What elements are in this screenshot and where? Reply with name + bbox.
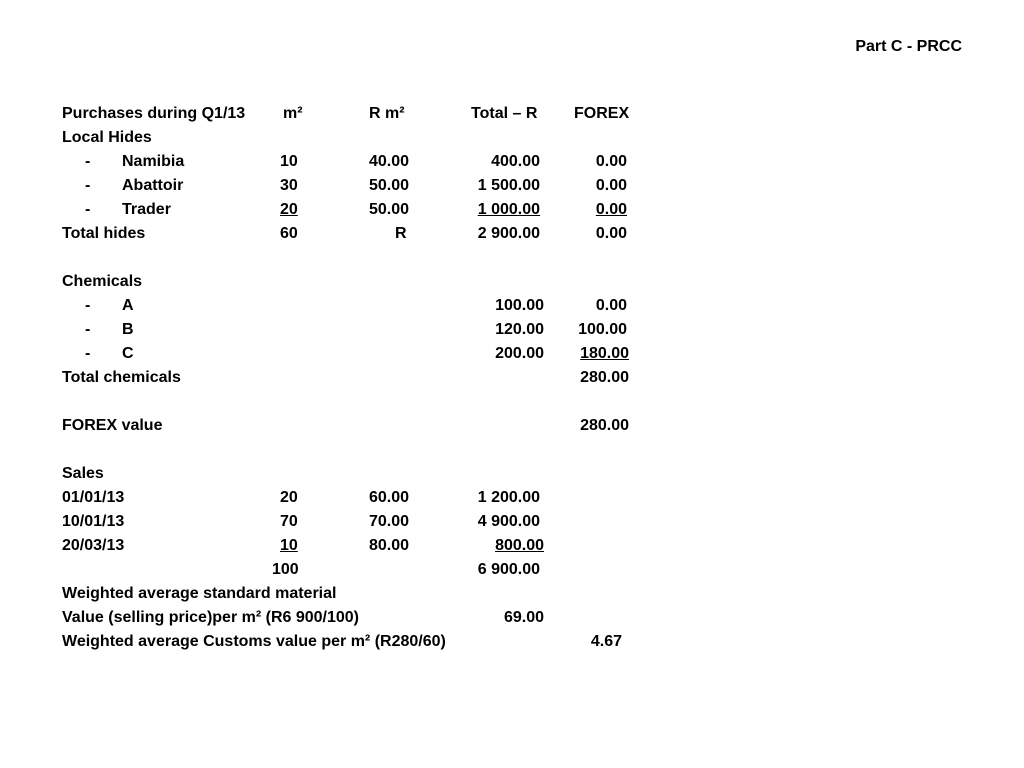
chemical-name: B [122,321,134,338]
sales-rate: 60.00 [369,489,410,506]
total-hides-m2: 60 [280,225,298,242]
hides-name: Namibia [122,153,185,170]
total-hides-forex: 0.00 [595,225,627,242]
chemical-forex: 180.00 [580,345,629,362]
forex-value-label: FOREX value [62,417,163,434]
local-hides-heading: Local Hides [62,129,152,146]
column-header-m2: m² [283,105,303,122]
hides-forex: 0.00 [595,153,627,170]
hides-rate: 50.00 [369,177,410,194]
sales-m2: 70 [280,513,298,530]
forex-value-amount: 280.00 [580,417,629,434]
hides-rate: 40.00 [369,153,410,170]
chemical-forex: 100.00 [578,321,627,338]
chemical-forex: 0.00 [595,297,627,314]
bullet: - [85,201,91,218]
total-chemicals-label: Total chemicals [62,369,181,386]
sales-date: 20/03/13 [62,537,125,554]
hides-total: 1 000.00 [477,201,540,218]
sales-date: 01/01/13 [62,489,125,506]
column-header-total: Total – R [471,105,538,122]
bullet: - [85,153,91,170]
weighted-average-line: Weighted average standard material [62,585,337,602]
chemical-total: 200.00 [495,345,544,362]
chemicals-heading: Chemicals [62,273,143,290]
chemical-name: C [122,345,134,362]
hides-total: 400.00 [491,153,540,170]
sales-total: 800.00 [495,537,544,554]
purchases-heading: Purchases during Q1/13 [62,105,246,122]
total-hides-total: 2 900.00 [477,225,540,242]
hides-m2: 30 [280,177,298,194]
bullet: - [85,297,91,314]
chemical-name: A [122,297,134,314]
chemical-total: 120.00 [495,321,544,338]
weighted-customs-label: Weighted average Customs value per m² (R280/60) [62,633,446,650]
weighted-customs-value: 4.67 [590,633,622,650]
bullet: - [85,345,91,362]
page-title: Part C - PRCC [855,38,962,55]
hides-forex: 0.00 [595,201,627,218]
hides-m2: 10 [280,153,298,170]
sales-total: 4 900.00 [477,513,540,530]
sales-total: 1 200.00 [477,489,540,506]
sales-total-m2: 100 [272,561,299,578]
bullet: - [85,321,91,338]
weighted-selling-price-label: Value (selling price)per m² (R6 900/100) [62,609,360,626]
sales-rate: 80.00 [369,537,410,554]
sales-m2: 10 [280,537,298,554]
sales-m2: 20 [280,489,298,506]
hides-name: Trader [122,201,171,218]
weighted-selling-price-value: 69.00 [503,609,544,626]
sales-rate: 70.00 [369,513,410,530]
sales-date: 10/01/13 [62,513,125,530]
hides-name: Abattoir [122,177,184,194]
sales-heading: Sales [62,465,104,482]
hides-rate: 50.00 [369,201,410,218]
hides-total: 1 500.00 [477,177,540,194]
hides-forex: 0.00 [595,177,627,194]
total-hides-label: Total hides [62,225,146,242]
bullet: - [85,177,91,194]
chemical-total: 100.00 [495,297,544,314]
column-header-rate: R m² [369,105,405,122]
sales-total-amount: 6 900.00 [477,561,540,578]
total-chemicals-forex: 280.00 [580,369,629,386]
column-header-forex: FOREX [574,105,630,122]
total-hides-rate: R [395,225,407,242]
hides-m2: 20 [280,201,298,218]
